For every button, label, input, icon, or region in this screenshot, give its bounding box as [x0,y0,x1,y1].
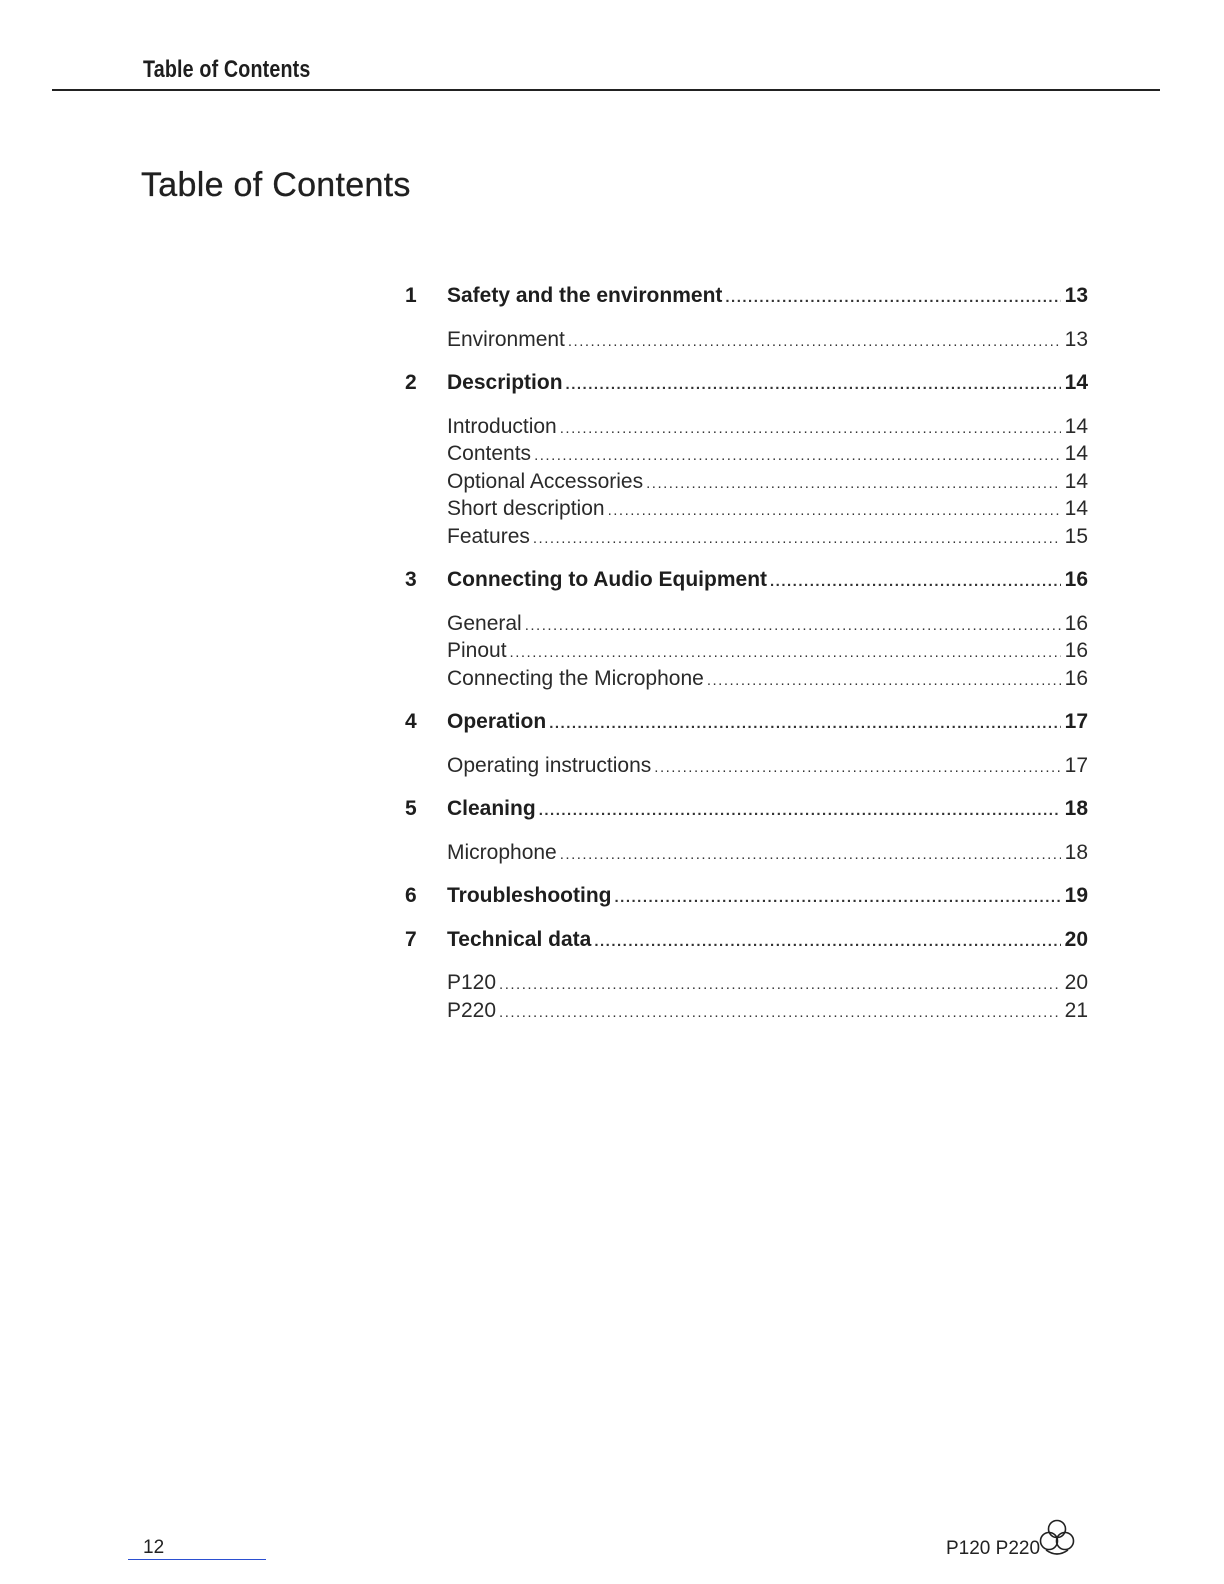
toc-section [405,566,1088,692]
subsection-page: 14 [1064,442,1088,465]
subsection-title: P120 [447,971,497,994]
toc-section [405,926,1088,1025]
dot-leader [614,890,1061,905]
dot-leader [707,673,1061,688]
dot-leader [770,574,1061,589]
chapter-title: Operation [447,710,547,733]
toc-subsection-entry[interactable] [405,468,1088,496]
chapter-page: 17 [1064,710,1088,733]
toc-subsection-entry[interactable] [405,969,1088,997]
subsection-page: 20 [1064,971,1088,994]
subsection-page: 13 [1064,327,1088,351]
subsection-page: 14 [1064,469,1088,493]
footer-page-number: 12 [143,1537,165,1558]
dot-leader [510,645,1061,660]
subsection-page: 16 [1064,611,1088,635]
toc-section [405,708,1088,779]
dot-leader [566,377,1061,392]
subsection-title: P220 [447,998,497,1022]
chapter-title: Safety and the environment [447,284,723,307]
toc-subsection-entry[interactable] [405,413,1088,441]
dot-leader [725,290,1061,305]
subsection-title: Microphone [447,840,557,864]
toc-chapter-entry[interactable] [405,926,1088,954]
dot-leader [568,334,1061,349]
toc-section [405,882,1088,910]
toc-subsection-entry[interactable] [405,326,1088,354]
subsection-title: Environment [447,327,565,351]
subsection-page: 17 [1064,753,1088,777]
toc-subsection-entry[interactable] [405,665,1088,693]
toc-subsection-entry[interactable] [405,440,1088,468]
dot-leader [539,803,1061,818]
chapter-page: 14 [1064,371,1088,394]
toc-section [405,795,1088,866]
subsection-title: Short description [447,497,605,520]
chapter-title: Technical data [447,927,592,951]
dot-leader [654,760,1061,775]
dot-leader [525,618,1061,633]
subsection-title: Pinout [447,639,507,662]
dot-leader [560,421,1061,436]
toc-subsection-entry[interactable] [405,610,1088,638]
chapter-number: 4 [405,710,417,733]
toc-chapter-entry[interactable] [405,566,1088,594]
toc-chapter-entry[interactable] [405,882,1088,910]
page-title: Table of Contents [141,166,411,204]
dot-leader [499,1005,1061,1020]
toc-subsection-entry[interactable] [405,839,1088,867]
subsection-page: 15 [1064,524,1088,548]
table-of-contents [405,282,1088,1040]
chapter-number: 2 [405,371,417,394]
subsection-title: Contents [447,442,532,465]
subsection-page: 16 [1064,666,1088,690]
dot-leader [608,503,1061,518]
header-divider [52,89,1160,91]
toc-subsection-entry[interactable] [405,997,1088,1025]
footer-model: P120 P220 [946,1538,1041,1559]
subsection-title: General [447,611,522,635]
subsection-title: Optional Accessories [447,469,644,493]
toc-subsection-entry[interactable] [405,495,1088,523]
subsection-page: 14 [1064,497,1088,520]
chapter-page: 16 [1064,568,1088,591]
chapter-number: 1 [405,284,417,307]
chapter-number: 3 [405,568,417,591]
chapter-title: Description [447,371,563,394]
toc-subsection-entry[interactable] [405,523,1088,551]
footer-divider [128,1559,266,1560]
dot-leader [549,716,1061,731]
chapter-page: 20 [1064,927,1088,951]
subsection-title: Introduction [447,414,557,438]
running-header: Table of Contents [143,56,311,83]
chapter-page: 19 [1064,884,1088,907]
chapter-page: 18 [1064,797,1088,820]
dot-leader [560,847,1061,862]
toc-chapter-entry[interactable] [405,369,1088,397]
subsection-page: 21 [1064,998,1088,1022]
toc-chapter-entry[interactable] [405,795,1088,823]
dot-leader [499,977,1061,992]
toc-section [405,369,1088,550]
chapter-title: Troubleshooting [447,884,612,907]
chapter-number: 6 [405,884,417,907]
chapter-number: 5 [405,797,417,820]
toc-subsection-entry[interactable] [405,752,1088,780]
toc-chapter-entry[interactable] [405,282,1088,310]
chapter-number: 7 [405,927,417,951]
dot-leader [646,476,1061,491]
chapter-page: 13 [1064,284,1088,307]
toc-subsection-entry[interactable] [405,637,1088,665]
subsection-page: 18 [1064,840,1088,864]
toc-chapter-entry[interactable] [405,708,1088,736]
chapter-title: Cleaning [447,797,536,820]
subsection-page: 16 [1064,639,1088,662]
subsection-title: Operating instructions [447,753,652,777]
dot-leader [594,934,1061,949]
subsection-page: 14 [1064,414,1088,438]
chapter-title: Connecting to Audio Equipment [447,568,768,591]
toc-section [405,282,1088,353]
subsection-title: Connecting the Microphone [447,666,704,690]
dot-leader [534,448,1061,463]
akg-logo-icon [1036,1516,1078,1558]
dot-leader [533,531,1061,546]
subsection-title: Features [447,524,530,548]
